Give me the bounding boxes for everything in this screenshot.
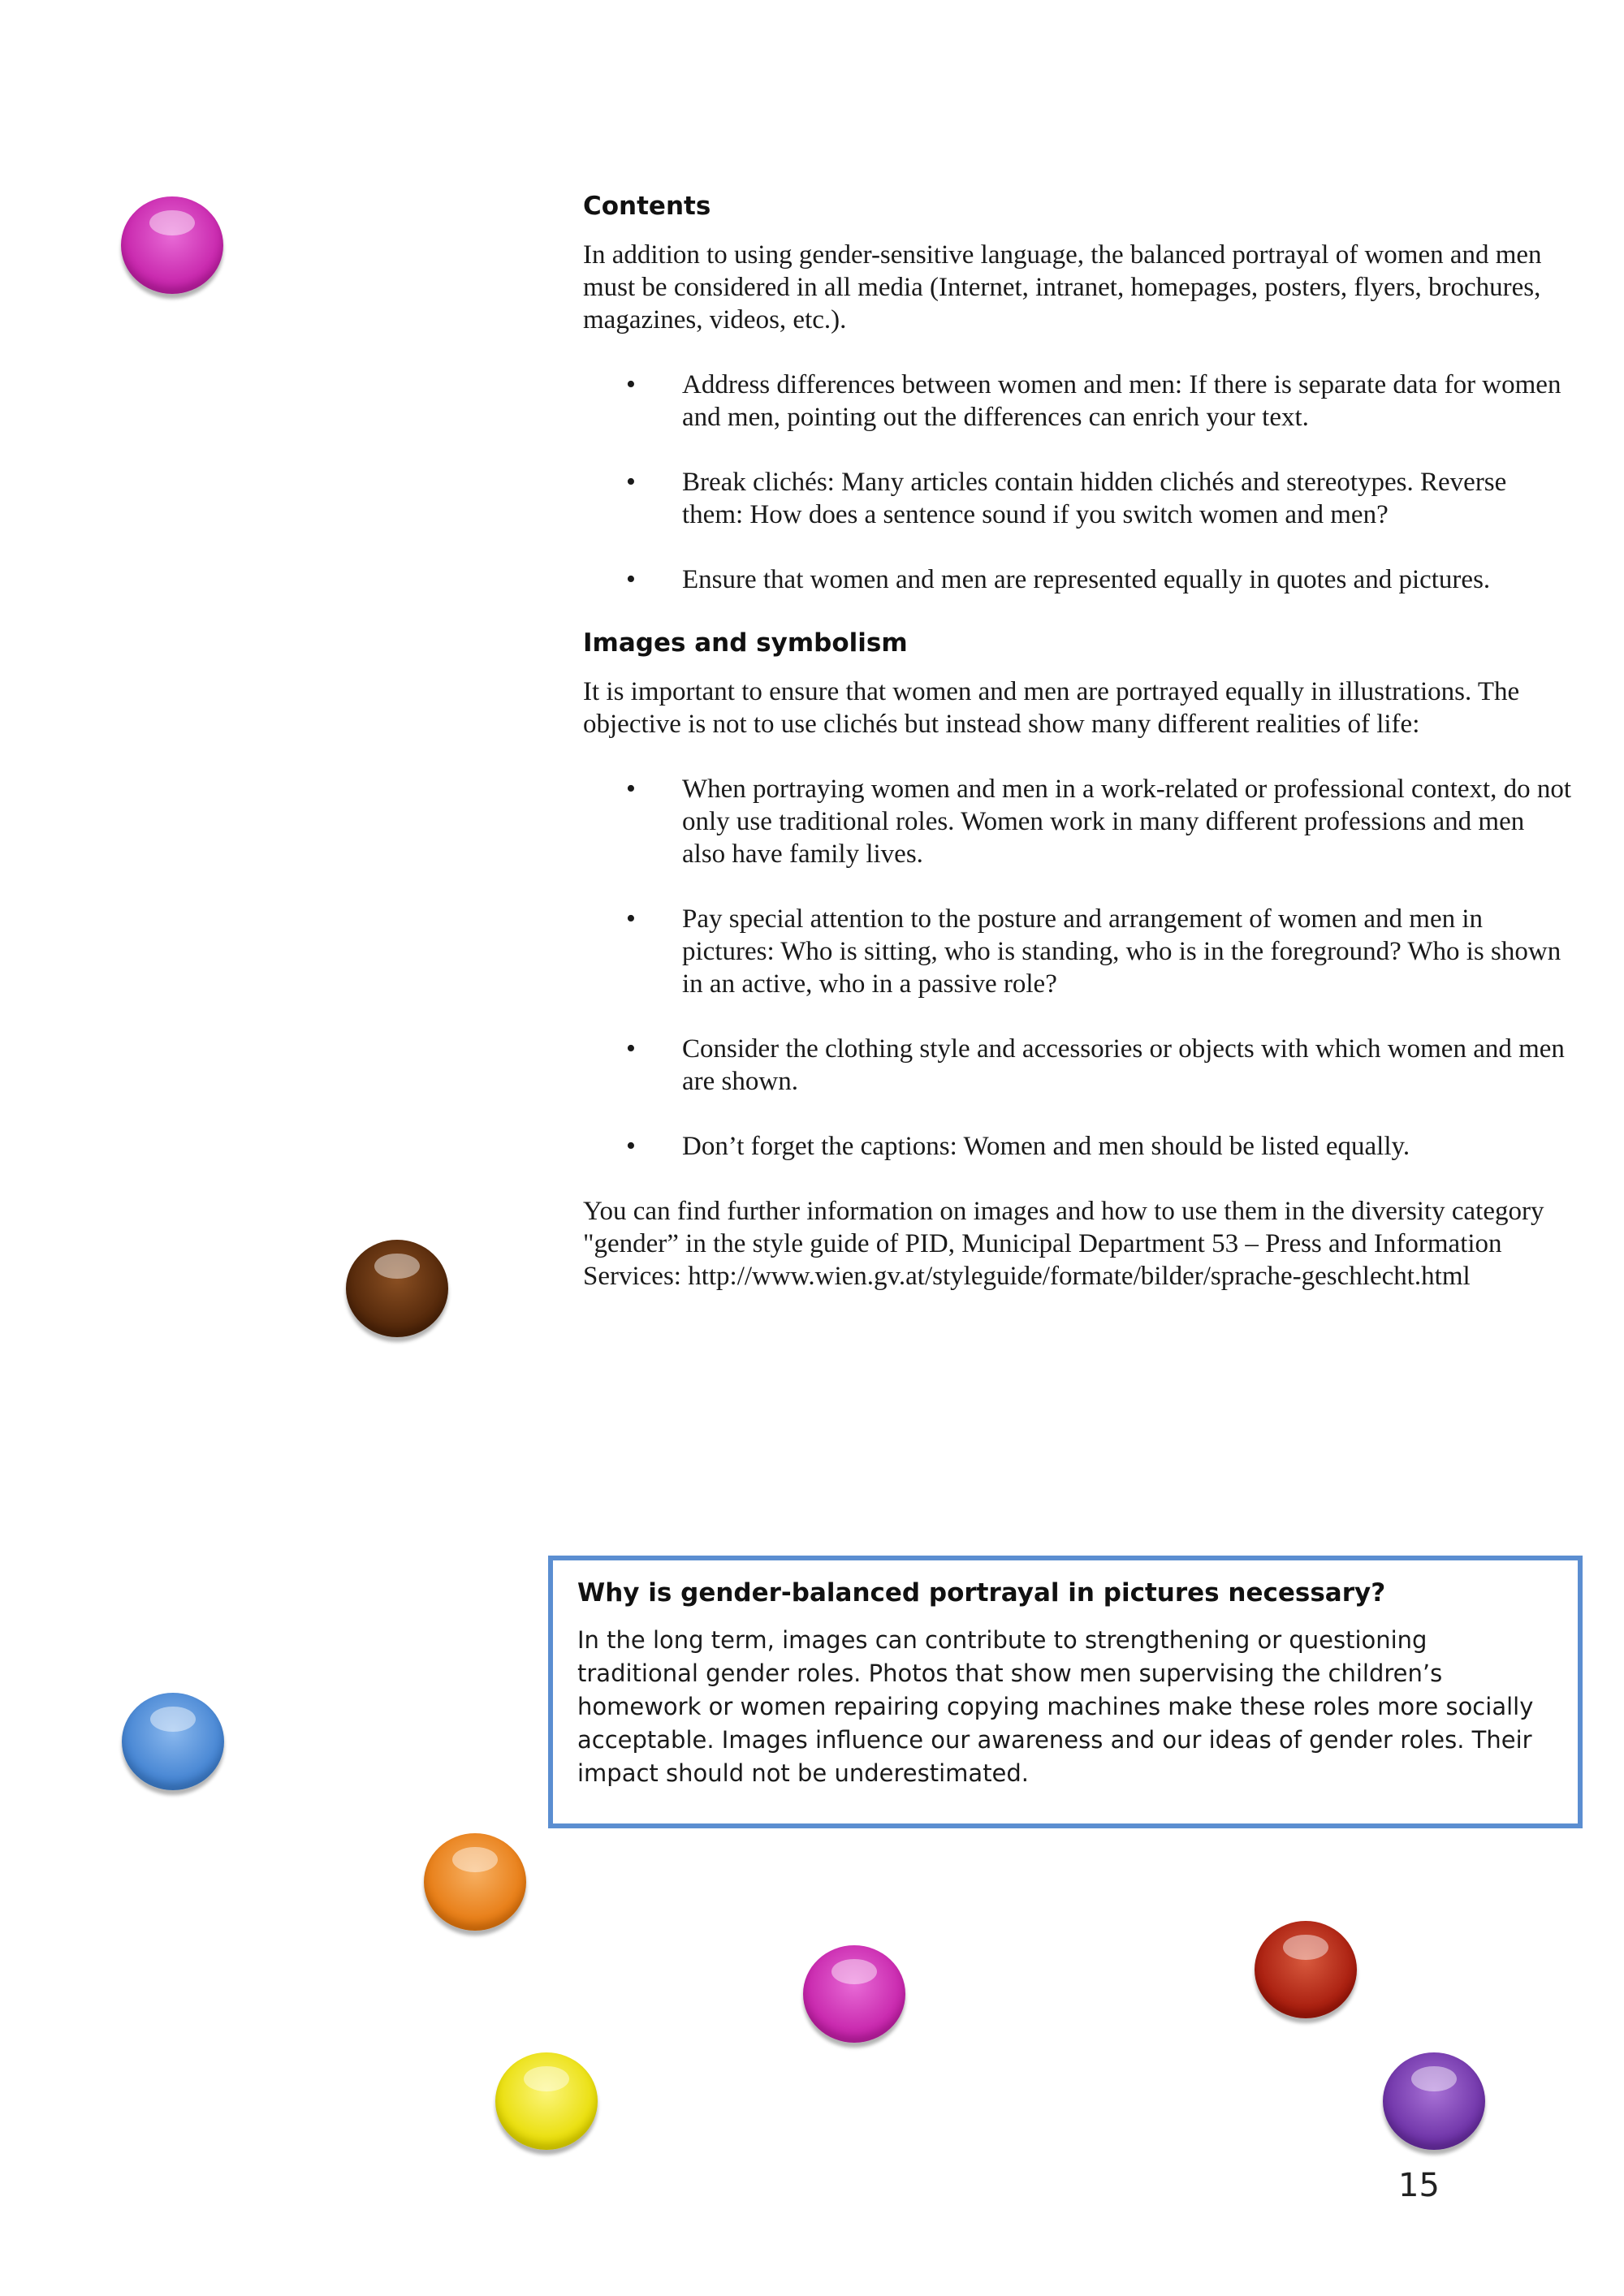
page-number: 15 (1398, 2167, 1440, 2204)
info-box (548, 1556, 1583, 1828)
images-intro: It is important to ensure that women and men are portrayed equally in illustrations. The objective is not to use clichés but instead show many different realities of life: (583, 677, 1520, 739)
info-box-body: In the long term, images can contribute to strengthening or questioning traditional gender roles. Photos that show men supervising the children’s homework or women repairing copying machines make these roles more socially acceptable. Images influence our awareness and our ideas of gender roles. Their impact should not be underestimated. (577, 1626, 1534, 1787)
magenta-dot-top (121, 196, 223, 294)
magenta-dot-bottom (803, 1945, 905, 2043)
further-info-paragraph: You can find further information on images and how to use them in the diversity category "gender” in the style guide of PID, Municipal Department 53 – Press and Information Services: http://www.wien.gv.at/styleguide/formate/bilder/sprache-geschlecht.html (583, 1197, 1544, 1291)
list-item: • Don’t forget the captions: Women and men should be listed equally. (682, 1130, 1574, 1163)
list-item: • Ensure that women and men are represented equally in quotes and pictures. (682, 563, 1574, 596)
purple-dot (1383, 2052, 1485, 2150)
yellow-dot (495, 2052, 598, 2150)
orange-dot (424, 1833, 526, 1931)
list-item: • Address differences between women and men: If there is separate data for women and men, pointing out the differences can enrich your text. (682, 369, 1574, 434)
contents-intro: In addition to using gender-sensitive language, the balanced portrayal of women and men must be considered in all media (Internet, intranet, homepages, posters, flyers, brochures, magazines, videos, etc.). (583, 240, 1542, 334)
contents-bullet-list (583, 369, 1574, 596)
list-item: • Pay special attention to the posture and arrangement of women and men in pictures: Who is sitting, who is standing, who is in the foreground? Who is shown in an active, who in a passive role? (682, 903, 1574, 1000)
images-heading: Images and symbolism (583, 628, 908, 658)
info-box-title: Why is gender-balanced portrayal in pictures necessary? (577, 1578, 1386, 1608)
main-content (583, 192, 1574, 1325)
list-item: • When portraying women and men in a work-related or professional context, do not only use traditional roles. Women work in many different professions and men also have family lives. (682, 773, 1574, 870)
blue-dot (122, 1693, 224, 1790)
brown-dot (346, 1240, 448, 1337)
list-item: • Break clichés: Many articles contain hidden clichés and stereotypes. Reverse them: How does a sentence sound if you switch women and men? (682, 466, 1574, 531)
red-dot (1255, 1921, 1357, 2018)
images-bullet-list (583, 773, 1574, 1163)
list-item: • Consider the clothing style and accessories or objects with which women and men are shown. (682, 1033, 1574, 1098)
contents-heading: Contents (583, 192, 711, 221)
